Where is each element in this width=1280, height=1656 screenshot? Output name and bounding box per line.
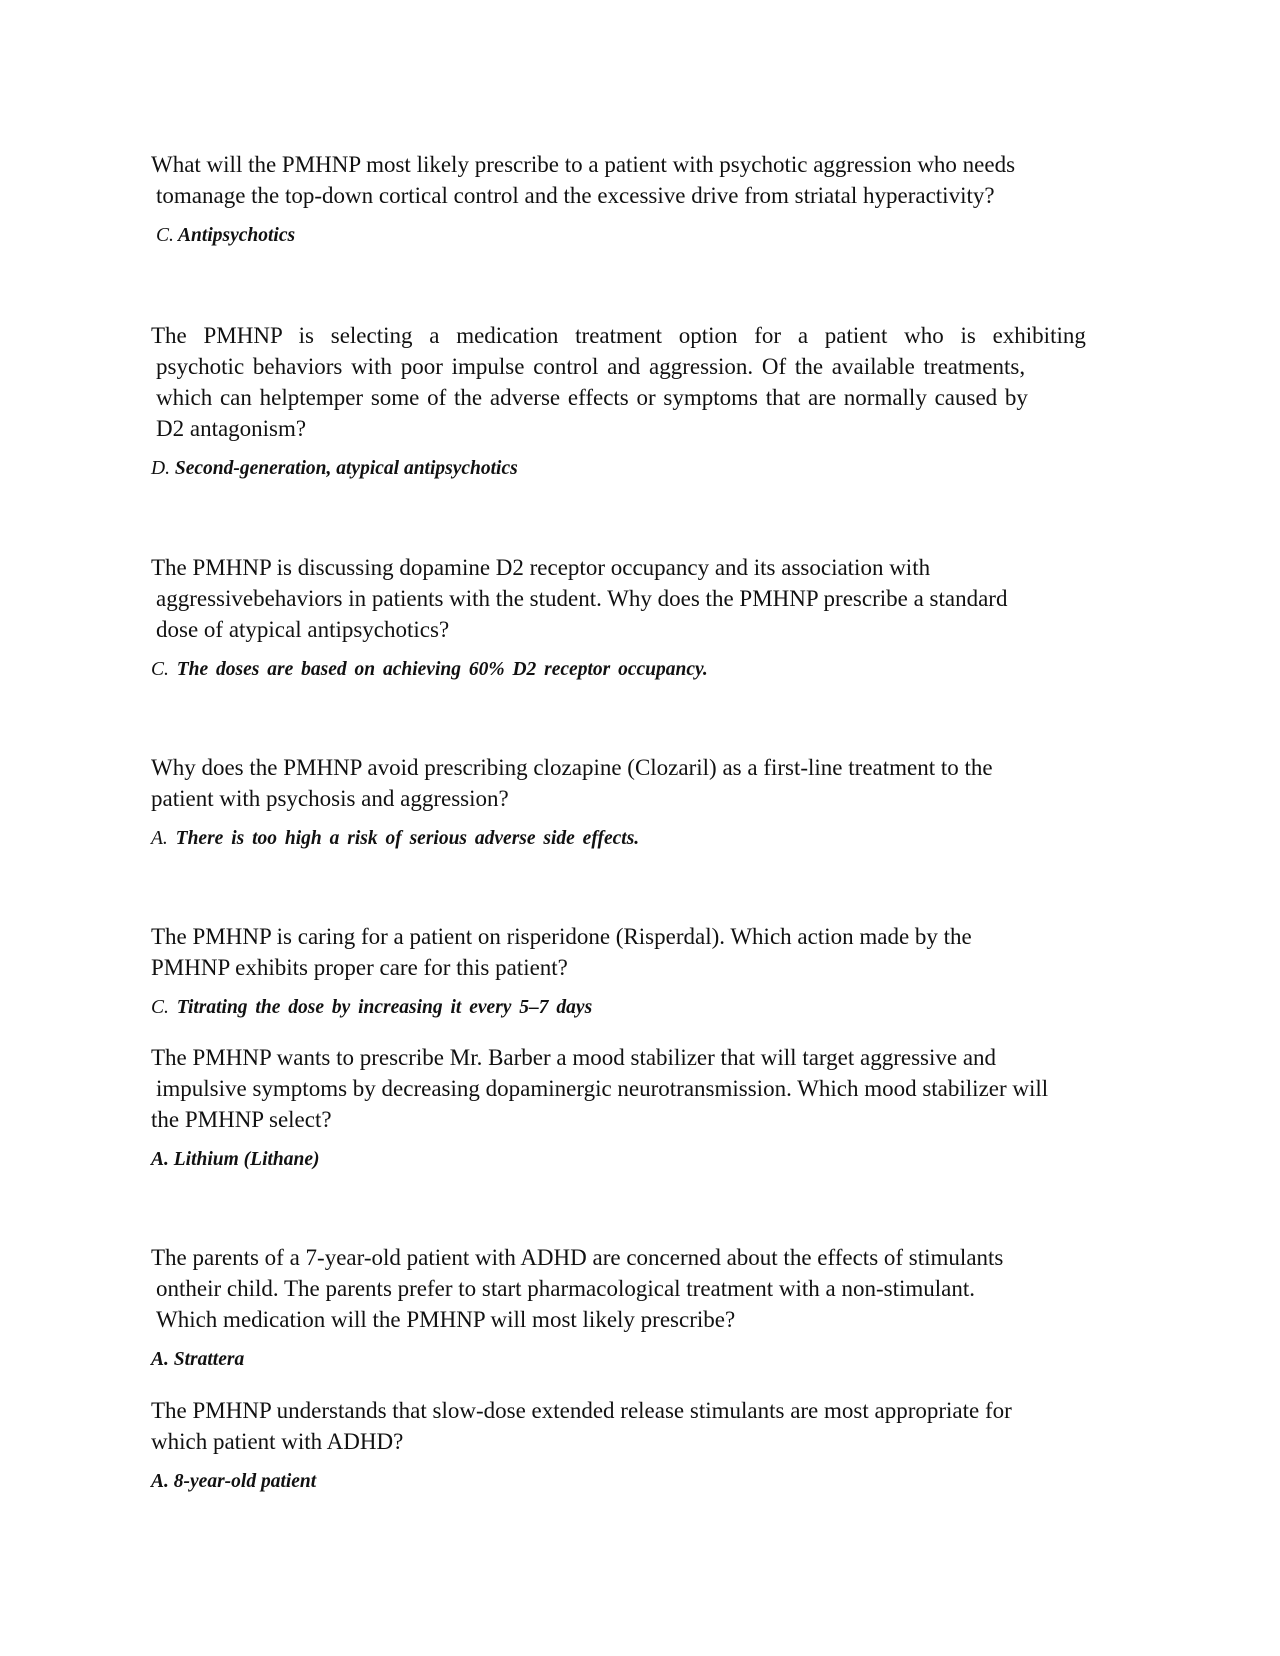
- answer-letter: C.: [156, 225, 174, 246]
- answer-5: [151, 997, 1141, 1019]
- answer-letter: C.: [151, 659, 169, 680]
- question-line: dose of atypical antipsychotics?: [156, 617, 450, 642]
- question-line: PMHNP exhibits proper care for this patient?: [151, 955, 568, 980]
- answer-7: [151, 1349, 1141, 1371]
- question-line: psychotic behaviors with poor impulse control and aggression. Of the available treatments,: [156, 354, 1026, 379]
- question-line: tomanage the top-down cortical control and the excessive drive from striatal hyperactivity?: [156, 183, 995, 208]
- question-block-6: [151, 1042, 1141, 1171]
- question-text-1: [151, 149, 1141, 211]
- question-block-5: [151, 921, 1141, 1019]
- question-block-3: [151, 552, 1141, 681]
- answer-letter: C.: [151, 997, 169, 1018]
- answer-letter: A.: [151, 1471, 169, 1492]
- answer-8: [151, 1471, 1141, 1493]
- question-block-4: [151, 752, 1141, 850]
- question-line: impulsive symptoms by decreasing dopaminergic neurotransmission. Which mood stabilizer will: [156, 1076, 1049, 1101]
- question-line: the PMHNP select?: [151, 1107, 332, 1132]
- answer-6: [151, 1149, 1141, 1171]
- question-text-5: [151, 921, 1141, 983]
- question-block-1: [151, 149, 1141, 247]
- question-line: D2 antagonism?: [156, 416, 307, 441]
- question-line: ontheir child. The parents prefer to start pharmacological treatment with a non-stimulant.: [156, 1276, 976, 1301]
- answer-text: Antipsychotics: [178, 225, 296, 246]
- answer-text: There is too high a risk of serious adverse side effects.: [175, 828, 640, 849]
- question-text-2: [151, 320, 1141, 444]
- question-line: aggressivebehaviors in patients with the student. Why does the PMHNP prescribe a standard: [156, 586, 1008, 611]
- question-line: which patient with ADHD?: [151, 1429, 404, 1454]
- answer-text: 8-year-old patient: [173, 1471, 317, 1492]
- answer-2: [151, 458, 1141, 480]
- question-line: The PMHNP understands that slow-dose extended release stimulants are most appropriate for: [151, 1398, 1012, 1423]
- answer-text: Second-generation, atypical antipsychotics: [174, 458, 518, 479]
- answer-4: [151, 828, 1141, 850]
- answer-letter: A.: [151, 828, 168, 849]
- answer-text: The doses are based on achieving 60% D2 receptor occupancy.: [176, 659, 708, 680]
- answer-letter: A.: [151, 1349, 169, 1370]
- answer-1: [151, 225, 1141, 247]
- question-text-3: [151, 552, 1141, 645]
- question-block-2: [151, 320, 1141, 480]
- question-line: The parents of a 7-year-old patient with ADHD are concerned about the effects of stimulants: [151, 1245, 1004, 1270]
- question-text-8: [151, 1395, 1141, 1457]
- question-line: The PMHNP is discussing dopamine D2 receptor occupancy and its association with: [151, 555, 931, 580]
- question-line: The PMHNP wants to prescribe Mr. Barber a mood stabilizer that will target aggressive and: [151, 1045, 997, 1070]
- question-line: The PMHNP is caring for a patient on risperidone (Risperdal). Which action made by the: [151, 924, 972, 949]
- question-line: which can helptemper some of the adverse effects or symptoms that are normally caused by: [156, 385, 1028, 410]
- question-line: Why does the PMHNP avoid prescribing clozapine (Clozaril) as a first-line treatment to the: [151, 755, 993, 780]
- question-line: What will the PMHNP most likely prescribe to a patient with psychotic aggression who needs: [151, 152, 1016, 177]
- question-text-4: [151, 752, 1141, 814]
- question-line: patient with psychosis and aggression?: [151, 786, 509, 811]
- answer-text: Strattera: [173, 1349, 245, 1370]
- answer-letter: D.: [151, 458, 170, 479]
- question-text-7: [151, 1242, 1141, 1335]
- question-text-6: [151, 1042, 1141, 1135]
- answer-text: Lithium (Lithane): [173, 1149, 320, 1170]
- question-line: Which medication will the PMHNP will most likely prescribe?: [156, 1307, 736, 1332]
- question-block-7: [151, 1242, 1141, 1371]
- question-line: The PMHNP is selecting a medication treatment option for a patient who is exhibiting: [151, 323, 1086, 348]
- question-block-8: [151, 1395, 1141, 1493]
- answer-text: Titrating the dose by increasing it every 5–7 days: [176, 997, 593, 1018]
- answer-3: [151, 659, 1141, 681]
- answer-letter: A.: [151, 1149, 169, 1170]
